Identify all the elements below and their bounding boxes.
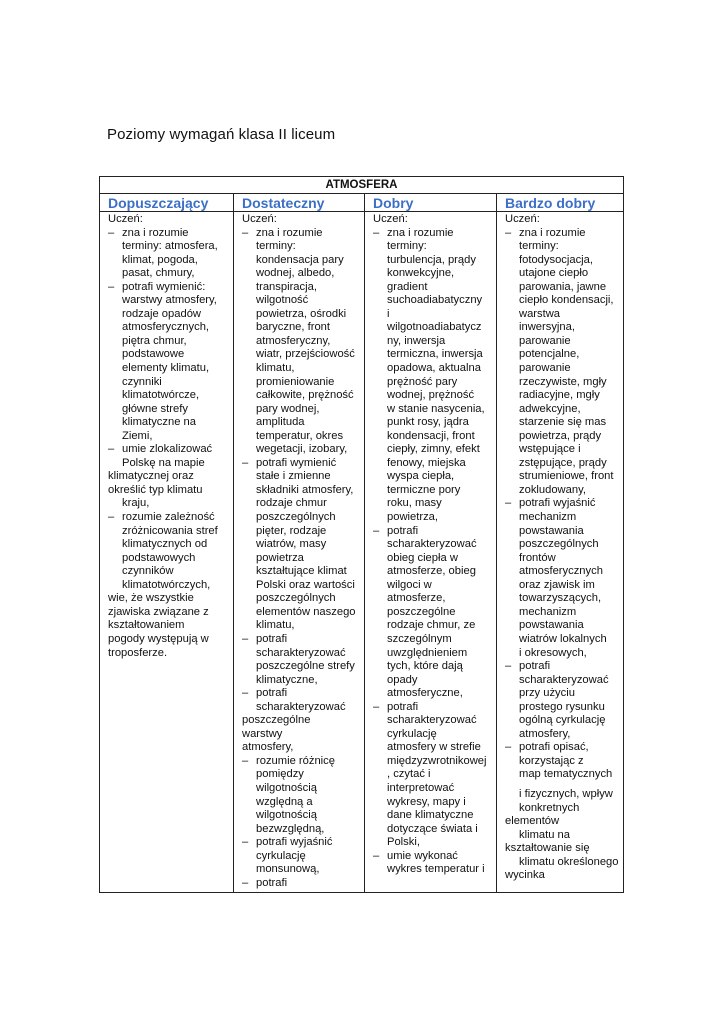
text-line: wilgotnoadiabatycz	[387, 321, 482, 334]
text-line: temperatur, okres	[256, 429, 344, 442]
text-line: atmosferze, obieg	[387, 565, 476, 578]
text-line: uwzględnieniem	[387, 646, 468, 659]
bullet-item: – zna i rozumie	[373, 227, 494, 241]
text-line: powstawania	[519, 619, 584, 632]
text-line: atmosfery,	[519, 727, 571, 740]
text-line: monsunową,	[256, 863, 320, 876]
text-line: ciepły, zimny, efekt	[387, 443, 480, 456]
text-line: stałe i zmienne	[256, 470, 331, 483]
text-line: wegetacji, izobary,	[256, 443, 348, 456]
text-line: klimatycznej oraz	[108, 470, 194, 483]
text-line: powstawania	[519, 524, 584, 537]
text-line: atmosferycznych,	[122, 321, 210, 334]
column-dostateczny	[234, 212, 365, 892]
text-line: wycinka	[505, 869, 545, 882]
text-line: oraz zjawisk im	[519, 578, 595, 591]
text-line: w stanie nasycenia,	[387, 402, 485, 415]
text-line: pomiędzy	[256, 768, 304, 781]
text-line: zokludowany,	[519, 483, 586, 496]
text-line: utajone ciepło	[519, 267, 589, 280]
text-line: klimat, pogoda,	[122, 253, 198, 266]
text-line: terminy:	[256, 240, 296, 253]
text-line: kształtowanie się	[505, 842, 590, 855]
text-line: ciepło kondensacji,	[519, 294, 614, 307]
bullet-item: – umie wykonać	[373, 850, 494, 864]
text-line: pięter, rodzaje	[256, 524, 327, 537]
text-line: rodzaje opadów	[122, 307, 201, 320]
text-line: zjawiska związane z	[108, 605, 209, 618]
text-line: wstępujące i	[519, 443, 581, 456]
text-line: Uczeń:	[505, 213, 540, 225]
text-line: rzeczywiste, mgły	[519, 375, 607, 388]
bullet-item: – potrafi wymienić:	[108, 281, 231, 295]
text-line: konwekcyjne,	[387, 267, 455, 280]
text-line: obieg ciepła w	[387, 551, 458, 564]
text-line: klimatyczne,	[256, 673, 318, 686]
text-line: międzyzwrotnikowej	[387, 754, 487, 767]
text-line: wiatrów lokalnych	[519, 632, 607, 645]
bullet-item: – potrafi wymienić	[242, 457, 362, 471]
text-line: wilgotność	[256, 294, 309, 307]
text-line: wyspa ciepła,	[387, 470, 455, 483]
bullet-item: – rozumie zależność	[108, 511, 231, 525]
text-line: scharakteryzować	[387, 714, 477, 727]
text-line: powietrza,	[387, 511, 438, 524]
text-line: powietrza	[256, 551, 304, 564]
text-line: czynników	[122, 565, 174, 578]
bullet-item: – potrafi	[242, 877, 362, 891]
level-dobry: Dobry	[365, 194, 497, 211]
text-line: wilgotnością	[256, 781, 317, 794]
text-line: poszczególnych	[256, 511, 336, 524]
text-line: opadowa, aktualna	[387, 362, 481, 375]
text-line: Ziemi,	[122, 429, 153, 442]
text-line: pogody występują w	[108, 632, 209, 645]
text-line: radiacyjne, mgły	[519, 389, 600, 402]
text-line: Polski oraz wartości	[256, 578, 355, 591]
text-line: i	[387, 307, 390, 320]
text-line: inwersyjna,	[519, 321, 575, 334]
text-line: pasat, chmury,	[122, 267, 195, 280]
text-line: kształtujące klimat	[256, 565, 347, 578]
text-line: przy użyciu	[519, 687, 575, 700]
text-line: kształtowaniem	[108, 619, 185, 632]
text-line: cyrkulację	[387, 727, 437, 740]
text-line: troposferze.	[108, 646, 168, 659]
bullet-item: – potrafi	[242, 687, 362, 701]
text-line: określić typ klimatu	[108, 483, 203, 496]
level-bardzo-dobry: Bardzo dobry	[505, 195, 596, 211]
text-line: amplituda	[256, 416, 305, 429]
text-line: adwekcyjne,	[519, 402, 581, 415]
text-line: , czytać i	[387, 768, 431, 781]
text-line: rodzaje chmur, ze	[387, 619, 476, 632]
text-line: scharakteryzować	[519, 673, 609, 686]
text-line: punkt rosy, jądra	[387, 416, 469, 429]
text-line: atmosfery,	[242, 741, 294, 754]
text-line: atmosferyczne,	[387, 687, 463, 700]
text-line: dotyczące świata i	[387, 822, 478, 835]
text-line: warstwa	[519, 307, 561, 320]
text-line: podstawowych	[122, 551, 196, 564]
text-line: dane klimatyczne	[387, 809, 474, 822]
text-line: kondensacji, front	[387, 429, 475, 442]
bullet-item: – umie zlokalizować	[108, 443, 231, 457]
text-line: wiatr, przejściowość	[256, 348, 355, 361]
text-line: map tematycznych	[519, 768, 613, 781]
text-line: interpretować	[387, 781, 455, 794]
text-line: względną a	[256, 795, 313, 808]
text-line: wiatrów, masy	[256, 538, 327, 551]
text-line: warstwy	[242, 727, 283, 740]
text-line: elementy klimatu,	[122, 362, 210, 375]
text-line: Polski,	[387, 836, 420, 849]
text-line: składniki atmosfery,	[256, 483, 354, 496]
text-line: klimatyczne na	[122, 416, 196, 429]
text-line: piętra chmur,	[122, 334, 187, 347]
text-line: klimatotwórczych,	[122, 578, 211, 591]
text-line: potencjalne,	[519, 348, 580, 361]
text-line: poszczególne	[242, 714, 311, 727]
text-line: atmosfery w strefie	[387, 741, 481, 754]
text-line: Uczeń:	[242, 213, 277, 225]
text-line: kraju,	[122, 497, 150, 510]
text-line: wodnej, prężność	[387, 389, 475, 402]
text-line: atmosferze,	[387, 592, 446, 605]
column-bardzo-dobry	[497, 212, 623, 892]
text-line: turbulencja, prądy	[387, 253, 476, 266]
text-line: czynniki	[122, 375, 162, 388]
text-line: poszczególnych	[519, 538, 599, 551]
text-line: gradient	[387, 280, 428, 293]
text-line: poszczególne	[387, 605, 456, 618]
text-line: powietrza, prądy	[519, 429, 602, 442]
text-line: poszczególnych	[256, 592, 336, 605]
section-header: ATMOSFERA	[100, 177, 623, 194]
text-line: elementów	[505, 815, 560, 828]
text-line: klimatotwórcze,	[122, 389, 200, 402]
text-line: towarzyszących,	[519, 592, 602, 605]
text-line: korzystając z	[519, 754, 584, 767]
text-line: scharakteryzować	[256, 646, 346, 659]
bullet-item: – potrafi	[373, 701, 494, 715]
page-title: Poziomy wymagań klasa II liceum	[107, 126, 336, 143]
text-line: strumieniowe, front	[519, 470, 614, 483]
text-line: prostego rysunku	[519, 700, 605, 713]
text-line: prężność pary	[387, 375, 458, 388]
text-line: konkretnych	[519, 801, 580, 814]
text-line: parowanie	[519, 362, 571, 375]
text-line: scharakteryzować	[387, 538, 477, 551]
text-line: termiczne pory	[387, 483, 461, 496]
bullet-item: – potrafi	[242, 633, 362, 647]
text-line: bezwzględną,	[256, 822, 325, 835]
text-line: wykres temperatur i	[387, 863, 485, 876]
level-dopuszczajacy: Dopuszczający	[100, 194, 234, 211]
text-line: atmosferycznych	[519, 565, 603, 578]
text-line: i okresowych,	[519, 646, 587, 659]
bullet-item: – zna i rozumie	[505, 227, 621, 241]
text-line: parowanie	[519, 334, 571, 347]
text-line: klimatu,	[256, 362, 295, 375]
requirements-table	[99, 176, 624, 893]
bullet-item: – potrafi wyjaśnić	[505, 497, 621, 511]
text-line: wykresy, mapy i	[387, 795, 466, 808]
text-line: klimatu,	[256, 619, 295, 632]
text-line: Polskę na mapie	[122, 456, 205, 469]
text-line: tych, które dają	[387, 660, 463, 673]
text-line: atmosferyczny,	[256, 334, 331, 347]
text-line: klimatu na	[519, 828, 570, 841]
text-line: Uczeń:	[108, 213, 143, 225]
bullet-item: – potrafi wyjaśnić	[242, 836, 362, 850]
text-line: elementów naszego	[256, 605, 356, 618]
text-line: klimatu określonego	[519, 855, 619, 868]
text-line: warstwy atmosfery,	[122, 294, 217, 307]
text-line: poszczególne strefy	[256, 660, 355, 673]
text-line: terminy: atmosfera,	[122, 240, 218, 253]
text-line: całkowite, prężność	[256, 389, 354, 402]
text-line: pary wodnej,	[256, 402, 320, 415]
column-dopuszczajacy	[100, 212, 234, 892]
text-line: transpiracja,	[256, 280, 317, 293]
bullet-item: – zna i rozumie	[108, 227, 231, 241]
text-line: i fizycznych, wpływ	[519, 787, 613, 800]
text-line: rodzaje chmur	[256, 497, 327, 510]
bullet-item: – rozumie różnicę	[242, 755, 362, 769]
requirements-columns	[100, 212, 623, 892]
text-line: kondensacja pary	[256, 253, 344, 266]
text-line: cyrkulację	[256, 849, 306, 862]
text-line: terminy:	[519, 240, 559, 253]
text-line: zstępujące, prądy	[519, 456, 607, 469]
text-line: podstawowe	[122, 348, 185, 361]
text-line: zróżnicowania stref	[122, 524, 218, 537]
text-line: wie, że wszystkie	[108, 592, 194, 605]
text-line: suchoadiabatyczny	[387, 294, 483, 307]
bullet-item: – potrafi opisać,	[505, 741, 621, 755]
text-line: powietrza, ośrodki	[256, 307, 347, 320]
text-line: wilgotnością	[256, 809, 317, 822]
text-line: Uczeń:	[373, 213, 408, 225]
bullet-item: – potrafi	[373, 525, 494, 539]
text-line: terminy:	[387, 240, 427, 253]
text-line: opady	[387, 673, 418, 686]
text-line: scharakteryzować	[256, 700, 346, 713]
text-line: baryczne, front	[256, 321, 330, 334]
text-line: ogólną cyrkulację	[519, 714, 606, 727]
text-line: wodnej, albedo,	[256, 267, 335, 280]
text-line: fotodysocjacja,	[519, 253, 594, 266]
text-line: frontów	[519, 551, 556, 564]
bullet-item: – zna i rozumie	[242, 227, 362, 241]
text-line: mechanizm	[519, 511, 577, 524]
text-line: fenowy, miejska	[387, 456, 466, 469]
text-line: ny, inwersja	[387, 334, 446, 347]
text-line: wilgoci w	[387, 578, 432, 591]
text-line: termiczna, inwersja	[387, 348, 483, 361]
level-header-row	[100, 194, 623, 212]
text-line: mechanizm	[519, 605, 577, 618]
text-line: promieniowanie	[256, 375, 335, 388]
text-line: roku, masy	[387, 497, 442, 510]
text-line: klimatycznych od	[122, 538, 208, 551]
text-line: główne strefy	[122, 402, 188, 415]
text-line: szczególnym	[387, 632, 452, 645]
text-line: parowania, jawne	[519, 280, 607, 293]
text-line: starzenie się mas	[519, 416, 607, 429]
level-dostateczny: Dostateczny	[234, 194, 365, 211]
bullet-item: – potrafi	[505, 660, 621, 674]
column-dobry	[365, 212, 497, 892]
